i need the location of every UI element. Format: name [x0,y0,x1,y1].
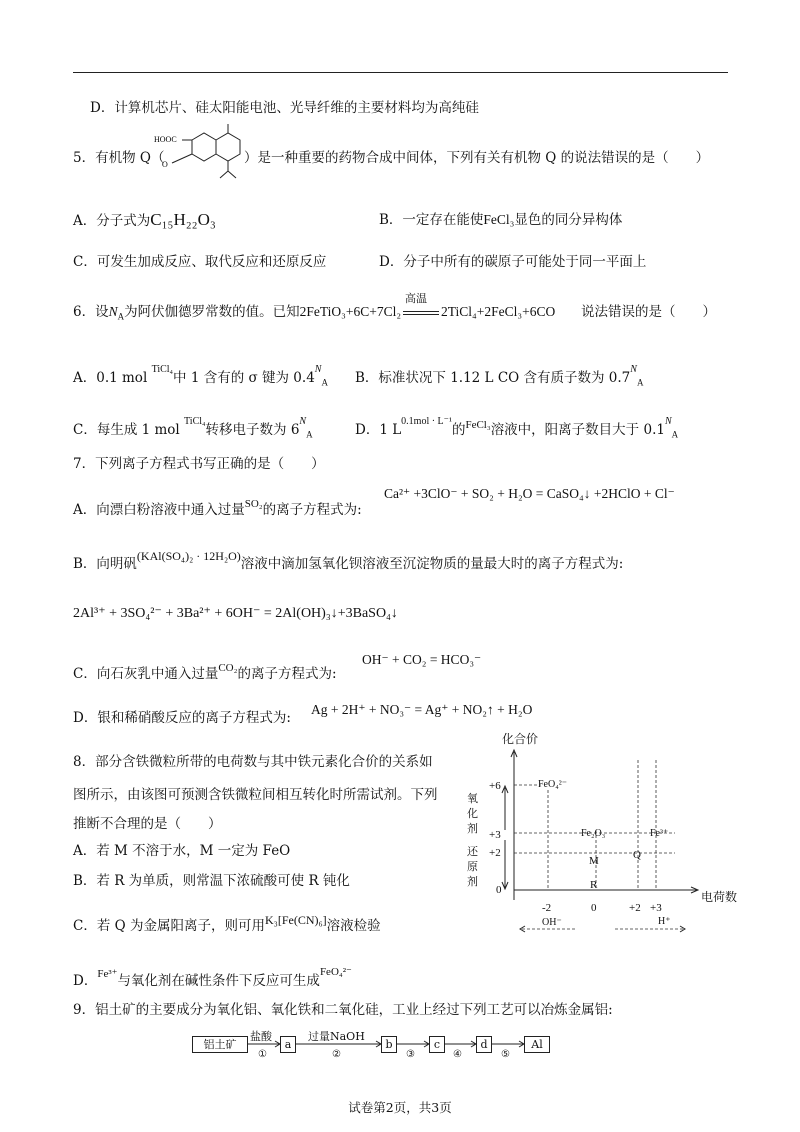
flow-box-al: Al [524,1036,550,1053]
q8-stem-line3: 推断不合理的是（ ） [73,816,222,832]
q6-stem-pre: 6．设 [73,304,109,320]
q6-c-tick4: TiCl₄ [184,416,206,427]
q6-d-fecl3: FeCl₃ [465,419,491,431]
point-fe2o3: Fe₂O₃ [581,828,606,839]
chart-xtick-p2: +2 [629,902,641,914]
page-footer: 试卷第2页，共3页 [348,1100,452,1115]
flow-box-b: b [381,1036,397,1053]
q6-d-part3: 的 [451,422,466,438]
q6-option-a [73,360,328,393]
q8-d-mid: 与氧化剂在碱性条件下反应可生成 [117,973,320,989]
q7-option-c [73,658,337,684]
flow-box-c: c [429,1036,445,1053]
q6-d-na-sub: A [671,429,679,440]
q6-a-tick4: TiCl₄ [151,364,174,375]
q7-c-prefix: C．向石灰乳中通入过量 [73,666,219,682]
q8-option-c [73,910,381,936]
flow-box-bauxite: 铝土矿 [192,1036,248,1053]
flow-step-5: ⑤ [501,1049,510,1060]
q8-c-reagent: K₃[Fe(CN)₆] [264,913,327,927]
q6-option-d [355,412,678,445]
mol-hooc-label: HOOC [154,135,177,144]
q8-c-suffix: 溶液检验 [326,918,381,934]
chart-ytick-2: +2 [489,847,501,859]
q7-option-a [73,494,362,520]
chart-x-title: 电荷数 [701,890,738,904]
q5-option-b [379,210,622,230]
q5-option-a [73,210,216,231]
q7-b-equation: 2Al³⁺ + 3SO₄²⁻ + 3Ba²⁺ + 6OH⁻ = 2Al(OH)₃↓+3BaSO₄↓ [73,606,398,621]
flow-step-2: ② [332,1049,341,1060]
q6-equation-left: 2FeTiO₃+6C+7Cl₂ [299,304,402,319]
point-m: M [589,855,599,867]
point-q: Q [633,849,641,861]
q8-option-b: B．若 R 为单质，则常温下浓硫酸可使 R 钝化 [73,873,350,889]
q7-c-equation: OH⁻ + CO₂ = HCO₃⁻ [362,652,482,667]
chart-ytick-0: 0 [496,884,502,896]
q4-option-d: D．计算机芯片、硅太阳能电池、光导纤维的主要材料均为高纯硅 [90,100,479,116]
chart-oxidant-3: 剂 [467,822,478,835]
chart-reductant-3: 剂 [467,875,478,888]
mol-o-label: O [162,160,168,169]
q8-stem-line1: 8．部分含铁微粒所带的电荷数与其中铁元素化合价的关系如 [73,754,433,770]
q8-d-product: FeO₄²⁻ [319,966,352,978]
q5-b-prefix: B．一定存在能使 [379,212,484,228]
q6-equation-right: 2TiCl₄+2FeCl₃+6CO [441,304,556,319]
q7-c-gas: CO₂ [218,662,238,674]
chart-xtick-m2: -2 [542,902,552,914]
chart-ytick-6: +6 [489,780,501,792]
point-r: R [590,879,598,891]
q6-d-part5: 溶液中，阳离子数目大于 0.1 [490,422,665,438]
q5-a-formula: C₁₅H₂₂O₃ [150,210,216,229]
q6-c-na-sub: A [306,429,313,440]
chart-oh-label: OH⁻ [542,917,562,928]
q7-a-gas: SO₂ [244,498,263,510]
chart-h-label: H⁺ [658,916,671,927]
chart-reductant-2: 原 [467,860,478,873]
point-fe3: Fe³⁺ [650,828,669,839]
q8-option-a: A．若 M 不溶于水，M 一定为 FeO [73,843,291,859]
flow-box-a: a [280,1036,296,1053]
flow-step-1: ① [258,1049,267,1060]
q7-c-mid: 的离子方程式为: [237,666,337,682]
iron-valence-chart [465,730,755,940]
q7-option-b [73,546,623,574]
q6-a-na: N [314,364,322,375]
q5-option-d: D．分子中所有的碳原子可能处于同一平面上 [379,254,647,270]
flow-box-d: d [476,1036,492,1053]
q8-c-prefix: C．若 Q 为金属阳离子，则可用 [73,918,265,934]
q6-b-na-sub: A [636,377,644,388]
q7-option-d: D．银和稀硝酸反应的离子方程式为: [73,710,291,726]
molecule-q-structure [152,118,252,190]
q7-d-equation: Ag + 2H⁺ + NO₃⁻ = Ag⁺ + NO₂↑ + H₂O [311,702,533,717]
q8-option-d [73,962,352,991]
q6-na: N [108,304,118,319]
q8-d-prefix: D． [73,973,98,989]
q8-stem-line2: 图所示，由该图可预测含铁微粒间相互转化时所需试剂。下列 [73,787,438,803]
q6-equation-arrow [401,292,441,322]
q6-equation-condition: 高温 [405,292,428,305]
flow-reagent-1: 盐酸 [250,1030,272,1043]
q6-c-part3: 转移电子数为 6 [205,422,300,438]
q6-option-b [355,360,643,393]
q5-b-suffix: 显色的同分异构体 [514,212,623,228]
q6-c-na: N [299,416,307,427]
point-feo4: FeO₄²⁻ [538,779,567,790]
q5-a-prefix: A．分子式为 [73,213,151,229]
q7-b-prefix: B．向明矾 [73,556,137,572]
q6-na-sub: A [117,311,125,322]
header-rule [73,72,728,73]
q6-stem [73,292,556,327]
q5-stem-pre: 5．有机物 Q（ [73,150,165,166]
q6-stem-post: 说法错误的是（ ） [581,304,716,320]
q6-d-part1: D．1 L [355,422,402,438]
q7-a-prefix: A．向漂白粉溶液中通入过量 [73,502,245,518]
q7-a-equation: Ca²⁺ +3ClO⁻ + SO₂ + H₂O = CaSO₄↓ +2HClO + Cl⁻ [384,486,675,501]
q6-b-na: N [630,364,637,375]
q6-stem-mid: 为阿伏伽德罗常数的值。已知 [124,304,300,320]
q6-a-part1: A．0.1 mol [73,370,148,386]
q5-b-reagent: FeCl₃ [483,212,515,227]
q6-a-part3: 中 1 含有的 σ 键为 0.4 [173,370,315,386]
chart-oxidant-2: 化 [467,807,478,820]
chart-ytick-3: +3 [489,829,501,841]
chart-xtick-p3: +3 [650,902,662,914]
q7-b-formula: (KAl(SO₄)₂ · 12H₂O) [136,549,241,563]
q6-d-na: N [664,416,672,427]
q7-a-mid: 的离子方程式为: [262,502,362,518]
chart-reductant-1: 还 [467,845,478,858]
q6-c-part1: C．每生成 1 mol [73,422,180,438]
q8-d-ion: Fe³⁺ [97,968,118,980]
flow-arrows [246,1022,526,1062]
q6-option-c [73,412,313,445]
q9-stem: 9．铝土矿的主要成分为氧化铝、氧化铁和二氧化硅，工业上经过下列工艺可以冶炼金属铝: [73,1002,613,1018]
q7-b-suffix: 溶液中滴加氢氧化钡溶液至沉淀物质的量最大时的离子方程式为: [240,556,624,572]
flow-reagent-2: 过量NaOH [308,1030,365,1043]
flow-step-4: ④ [453,1049,462,1060]
q5-stem-post: ）是一种重要的药物合成中间体，下列有关有机物 Q 的说法错误的是（ ） [244,150,710,166]
q7-stem: 7．下列离子方程式书写正确的是（ ） [73,456,325,472]
q6-a-na-sub: A [321,377,328,388]
flow-step-3: ③ [406,1049,415,1060]
q6-d-conc: 0.1mol · L⁻¹ [401,416,452,427]
chart-y-title: 化合价 [502,732,539,746]
chart-oxidant-1: 氧 [467,792,478,805]
q5-option-c: C．可发生加成反应、取代反应和还原反应 [73,254,327,270]
q6-b-text: B．标准状况下 1.12 L CO 含有质子数为 0.7 [355,370,631,386]
chart-xtick-0: 0 [591,902,597,914]
